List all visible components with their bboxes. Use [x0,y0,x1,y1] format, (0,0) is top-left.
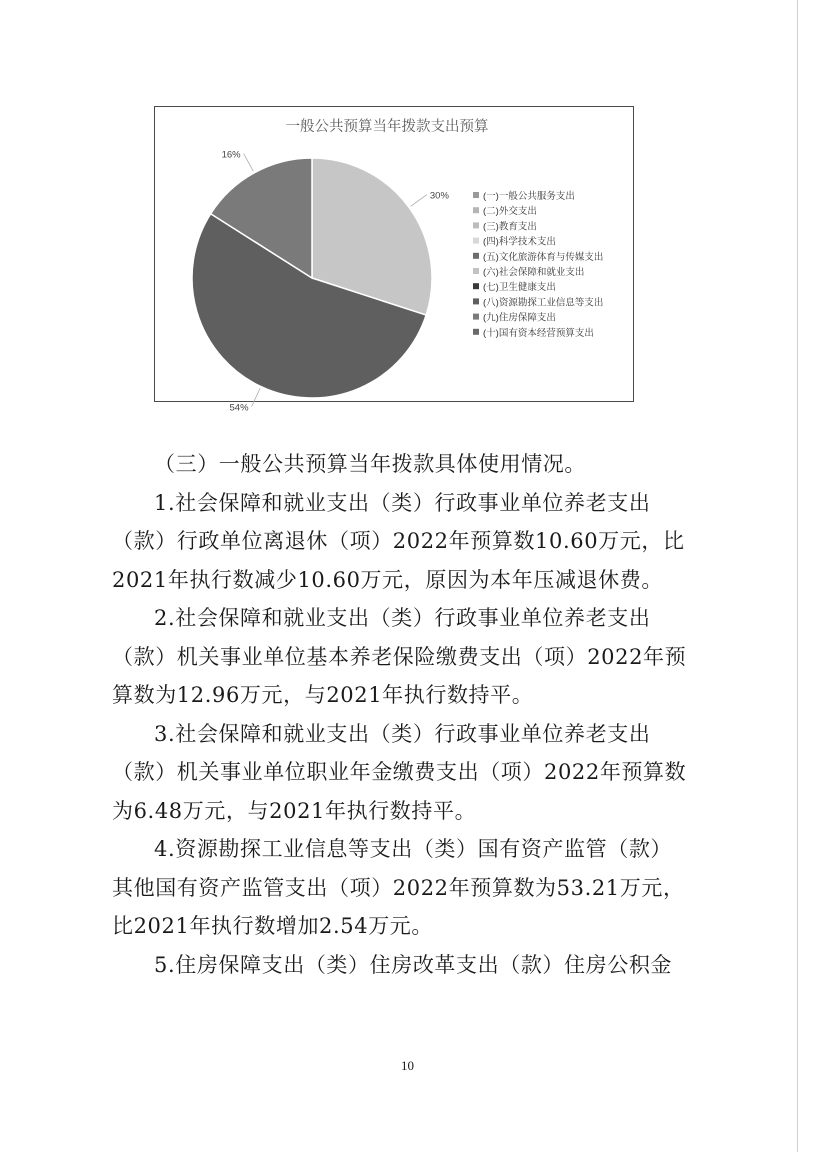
data-label-leader [411,195,427,207]
legend-label: (二)外交支出 [483,206,537,218]
legend-swatch [473,192,479,198]
paragraph-line: （三）一般公共预算当年拨款具体使用情况。 [154,452,586,476]
legend-label: (七)卫生健康支出 [483,282,556,294]
legend-label: (三)教育支出 [483,221,537,233]
legend-swatch [473,268,479,274]
paragraph-line: 为6.48万元，与2021年执行数持平。 [112,798,477,823]
paragraph-line: 比2021年执行数增加2.54万元。 [112,914,434,938]
legend-swatch [473,222,479,228]
data-label: 54% [229,402,249,414]
body-text [112,445,712,984]
data-label: 30% [429,190,449,202]
legend-label: (一)一般公共服务支出 [483,191,575,202]
paragraph-line: （款）机关事业单位基本养老保险缴费支出（项）2022年预 [112,644,687,669]
paragraph-line: 5.住房保障支出（类）住房改革支出（款）住房公积金 [154,952,673,977]
legend-label: (五)文化旅游体育与传媒支出 [483,251,604,263]
legend-label: (十)国有资本经营预算支出 [483,327,594,339]
paragraph-line: 2021年执行数减少10.60万元，原因为本年压减退休费。 [112,567,663,592]
legend-swatch [473,329,479,335]
paragraph-line: 1.社会保障和就业支出（类）行政事业单位养老支出 [154,490,651,515]
legend-label: (八)资源勘探工业信息等支出 [483,297,604,309]
paragraph-line: 其他国有资产监管支出（项）2022年预算数为53.21万元， [112,875,685,900]
legend-swatch [473,253,479,259]
paragraph-line: 3.社会保障和就业支出（类）行政事业单位养老支出 [154,721,651,746]
legend-label: (四)科学技术支出 [483,236,556,248]
pie-chart [155,107,635,414]
data-label: 16% [221,149,241,161]
data-label-leader [244,154,254,172]
legend-label: (六)社会保障和就业支出 [483,267,585,278]
legend-swatch [473,283,479,289]
paragraph-line: 4.资源勘探工业信息等支出（类）国有资产监管（款） [154,837,673,861]
paragraph-line: （款）机关事业单位职业年金缴费支出（项）2022年预算数 [112,760,687,784]
paragraph-line: 算数为12.96万元，与2021年执行数持平。 [112,683,534,707]
scan-edge-line [797,0,798,1152]
chart-title: 一般公共预算当年拨款支出预算 [285,119,489,135]
page-number: 10 [401,1058,414,1073]
data-label-leader [252,388,261,406]
paragraph-line: （款）行政单位离退休（项）2022年预算数10.60万元，比 [112,529,685,553]
legend-swatch [473,314,479,320]
legend-swatch [473,238,479,244]
paragraph-line: 2.社会保障和就业支出（类）行政事业单位养老支出 [154,606,651,630]
legend-label: (九)住房保障支出 [483,312,556,324]
legend-swatch [473,207,479,213]
pie-chart-frame [154,106,634,414]
legend-swatch [473,298,479,304]
